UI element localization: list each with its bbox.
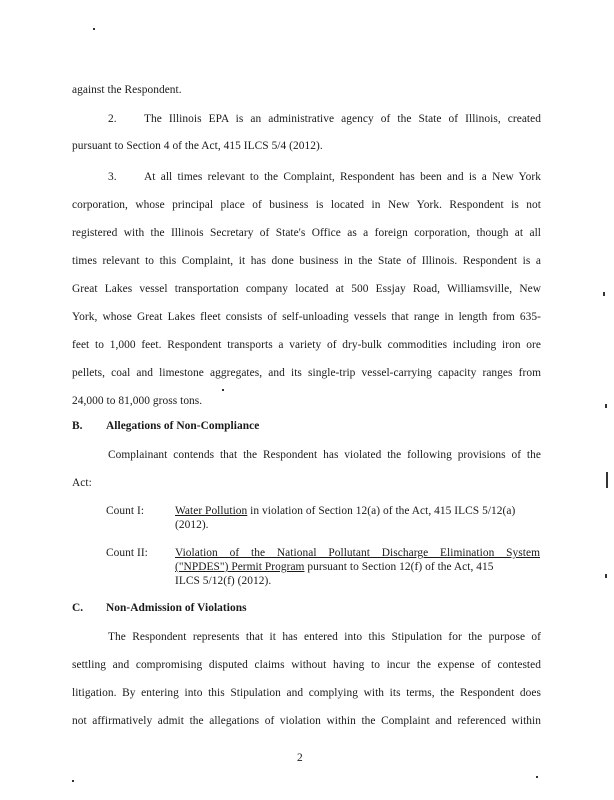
- count-title: Violation of the National Pollutant Discharge Elimination System: [175, 547, 540, 559]
- text-line: pursuant to Section 4 of the Act, 415 ILCS 5/4 (2012).: [72, 140, 323, 152]
- scan-speck: [93, 28, 95, 30]
- text-line: Complainant contends that the Respondent has violated the following provisions of the: [108, 449, 541, 461]
- count-label: Count I:: [106, 505, 145, 517]
- text-line: The Illinois EPA is an administrative agency of the State of Illinois, created: [144, 113, 541, 125]
- text-line: Great Lakes vessel transportation company located at 500 Essjay Road, Williamsville, New: [72, 283, 541, 295]
- text-line: not affirmatively admit the allegations of violation within the Complaint and referenced within: [72, 715, 541, 727]
- text-line: corporation, whose principal place of business is located in New York. Respondent is not: [72, 199, 541, 211]
- text-line: feet to 1,000 feet. Respondent transports a variety of dry-bulk commodities including iron ore: [72, 339, 541, 351]
- paragraph-number: 3.: [108, 171, 117, 183]
- text-line: 24,000 to 81,000 gross tons.: [72, 395, 203, 407]
- text-line: Act:: [72, 477, 92, 489]
- text-line: settling and compromising disputed claims without having to incur the expense of contested: [72, 659, 541, 671]
- text-line: (2012).: [175, 519, 209, 531]
- text-line: litigation. By entering into this Stipulation and complying with its terms, the Respondent does: [72, 687, 541, 699]
- section-letter: B.: [72, 420, 83, 432]
- text-line: York, whose Great Lakes fleet consists of self-unloading vessels that range in length from 635-: [72, 311, 541, 323]
- count-text: [175, 505, 515, 517]
- text-line: times relevant to this Complaint, it has done business in the State of Illinois. Respondent is a: [72, 255, 541, 267]
- section-heading: Allegations of Non-Compliance: [106, 420, 260, 432]
- scan-speck: [606, 472, 608, 488]
- text-line: against the Respondent.: [72, 84, 182, 96]
- paragraph-number: 2.: [108, 113, 117, 125]
- count-description: pursuant to Section 12(f) of the Act, 415: [304, 561, 494, 573]
- section-letter: C.: [72, 602, 84, 614]
- scan-speck: [603, 292, 605, 296]
- scan-speck: [605, 404, 607, 408]
- scan-speck: [72, 780, 74, 782]
- scan-speck: [605, 574, 607, 578]
- count-text: [175, 561, 494, 573]
- text-line: registered with the Illinois Secretary of State's Office as a foreign corporation, though at all: [72, 227, 541, 239]
- count-description: in violation of Section 12(a) of the Act, 415 ILCS 5/12(a): [247, 505, 516, 517]
- text-line: The Respondent represents that it has entered into this Stipulation for the purpose of: [108, 631, 541, 643]
- scan-speck: [222, 389, 224, 391]
- count-title: Water Pollution: [175, 505, 248, 517]
- page-number: 2: [297, 752, 303, 764]
- count-label: Count II:: [106, 547, 148, 559]
- text-line: pellets, coal and limestone aggregates, and its single-trip vessel-carrying capacity ranges from: [72, 367, 541, 379]
- section-heading: Non-Admission of Violations: [106, 602, 247, 614]
- scan-speck: [536, 776, 538, 778]
- text-line: At all times relevant to the Complaint, Respondent has been and is a New York: [144, 171, 541, 183]
- count-title: ("NPDES") Permit Program: [175, 561, 305, 573]
- text-line: ILCS 5/12(f) (2012).: [175, 575, 272, 587]
